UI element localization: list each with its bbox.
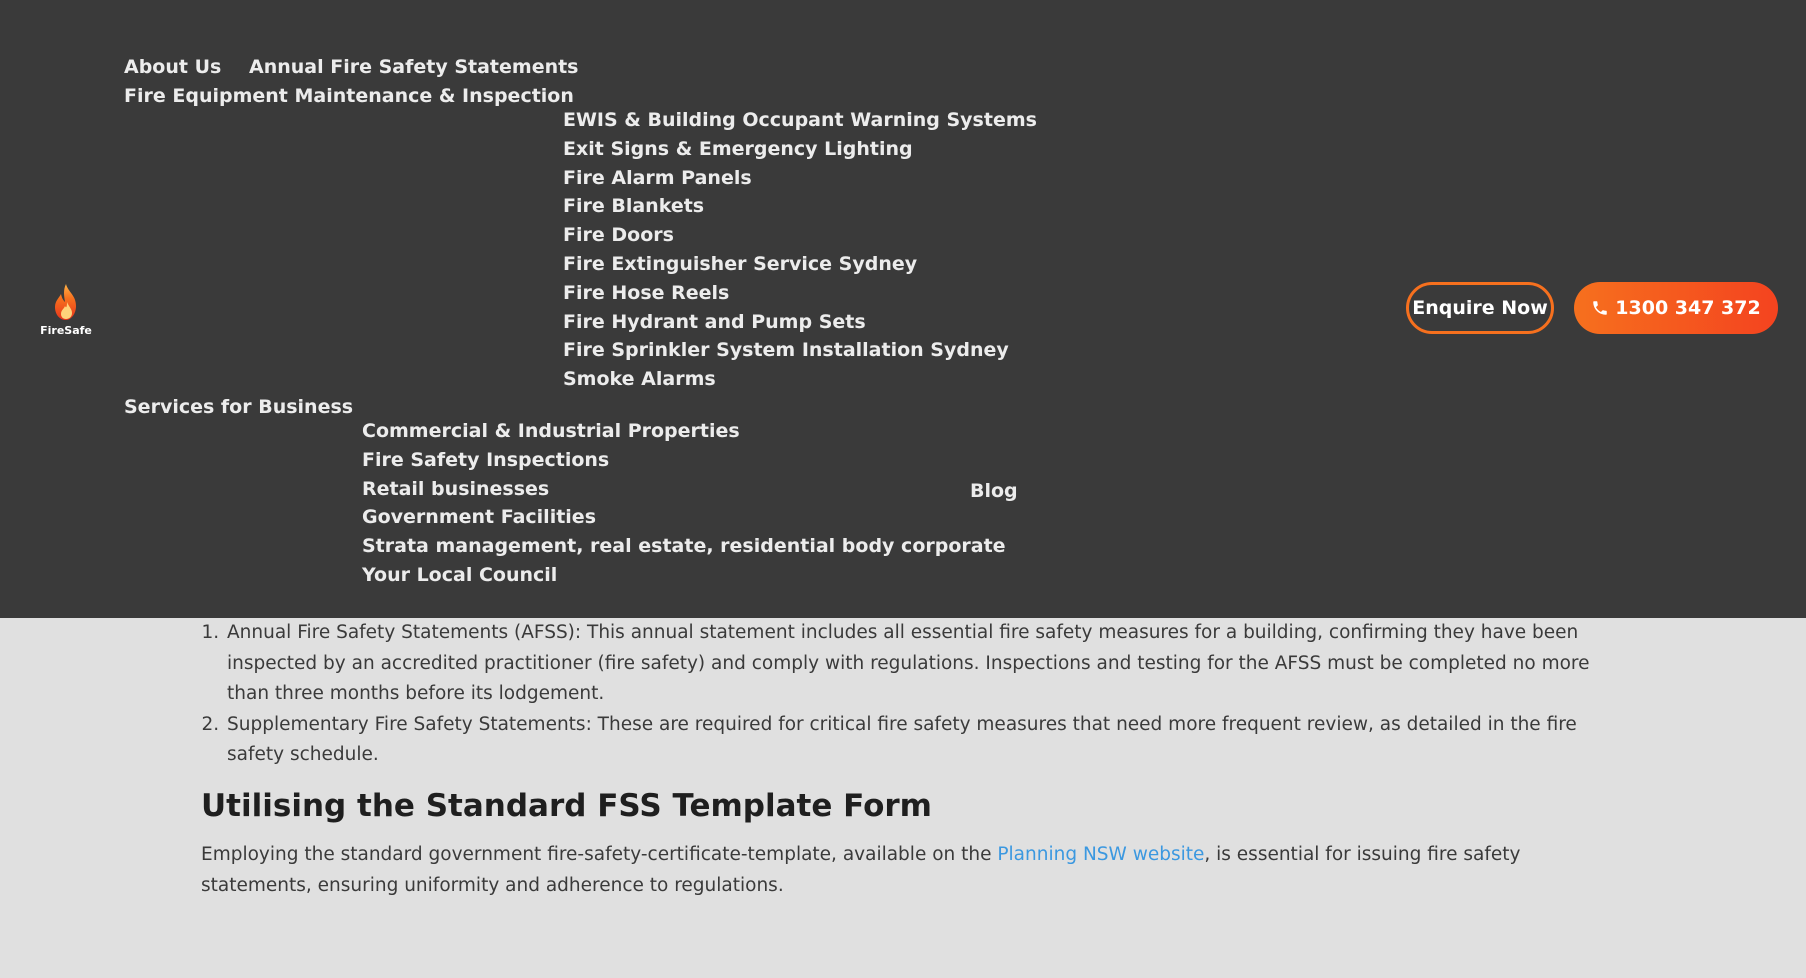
paragraph-text-end: , is essential for issuing fire safety statements, ensuring uniformity and adherence to regulations. <box>201 844 1521 896</box>
submenu-item-fire-hose-reels[interactable]: Fire Hose Reels <box>563 281 730 304</box>
submenu-item-commercial[interactable]: Commercial & Industrial Properties <box>362 420 740 442</box>
planning-nsw-link[interactable]: Planning NSW website <box>997 844 1205 865</box>
list-item: 2. Supplementary Fire Safety Statements: These are required for critical fire safety measures that need more frequent review, as detailed in the fire safety schedule. <box>225 710 1621 771</box>
nav-fire-equipment-maintenance[interactable]: Fire Equipment Maintenance & Inspection <box>124 85 574 107</box>
submenu-item-ewis[interactable]: EWIS & Building Occupant Warning Systems <box>563 109 1037 131</box>
firesafe-logo[interactable] <box>38 282 94 336</box>
phone-icon <box>1591 299 1609 317</box>
flame-icon <box>49 282 83 322</box>
maintenance-submenu <box>563 106 1037 394</box>
paragraph-text-start: Employing the standard government fire-safety-certificate-template, available on the <box>201 844 998 865</box>
call-phone-button[interactable] <box>1574 282 1778 334</box>
nav-blog[interactable]: Blog <box>970 480 1018 502</box>
body-paragraph <box>201 840 1621 901</box>
submenu-item-smoke-alarms[interactable]: Smoke Alarms <box>563 368 716 391</box>
section-heading: Utilising the Standard FSS Template Form <box>201 788 932 824</box>
enquire-now-button[interactable]: Enquire Now <box>1406 282 1554 334</box>
submenu-item-retail[interactable]: Retail businesses <box>362 477 550 500</box>
phone-number: 1300 347 372 <box>1615 297 1761 319</box>
list-item: 1. Annual Fire Safety Statements (AFSS): This annual statement includes all essential fire safety measures for a building, confirming they have been inspected by an accredited practitioner (fire safety) and comply with regulations. Inspections and testing for the AFSS must be completed no more than three months before its lodgement. <box>225 618 1621 710</box>
article-content <box>0 618 1806 978</box>
submenu-item-fire-extinguisher[interactable]: Fire Extinguisher Service Sydney <box>563 252 918 275</box>
submenu-item-fire-doors[interactable]: Fire Doors <box>563 224 674 247</box>
submenu-item-strata[interactable]: Strata management, real estate, residential body corporate <box>362 535 1006 558</box>
nav-services-for-business[interactable]: Services for Business <box>124 396 354 418</box>
submenu-item-fire-blankets[interactable]: Fire Blankets <box>563 195 705 218</box>
submenu-item-fire-sprinkler[interactable]: Fire Sprinkler System Installation Sydney <box>563 339 1009 362</box>
logo-text: FireSafe <box>40 324 92 337</box>
submenu-item-government[interactable]: Government Facilities <box>362 506 597 529</box>
submenu-item-fire-hydrant[interactable]: Fire Hydrant and Pump Sets <box>563 310 866 333</box>
submenu-item-local-council[interactable]: Your Local Council <box>362 563 558 586</box>
submenu-item-exit-signs[interactable]: Exit Signs & Emergency Lighting <box>563 137 913 160</box>
submenu-item-fire-alarm-panels[interactable]: Fire Alarm Panels <box>563 166 752 189</box>
fire-safety-statements-list <box>201 618 1621 771</box>
nav-annual-fire-safety-statements[interactable]: Annual Fire Safety Statements <box>249 56 579 78</box>
business-submenu <box>362 417 1006 590</box>
submenu-item-fire-safety-inspections[interactable]: Fire Safety Inspections <box>362 448 610 471</box>
nav-about-us[interactable]: About Us <box>124 56 222 78</box>
